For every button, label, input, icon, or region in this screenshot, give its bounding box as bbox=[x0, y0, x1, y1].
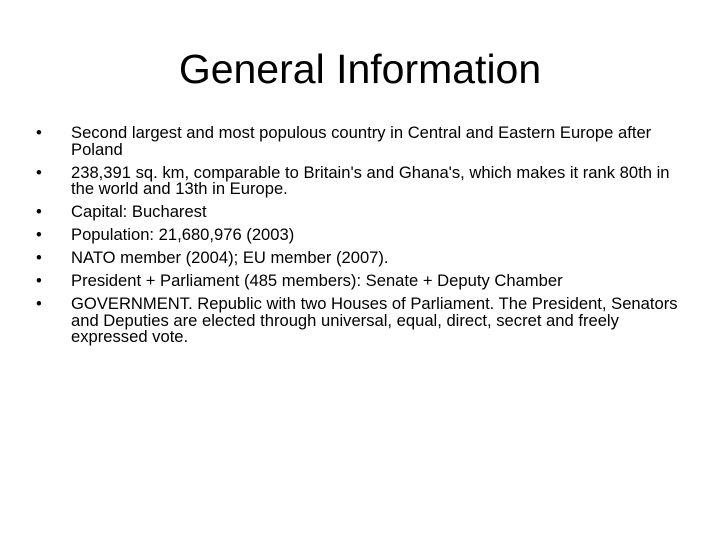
bullet-icon: • bbox=[36, 202, 42, 221]
bullet-text: Capital: Bucharest bbox=[71, 202, 207, 221]
bullet-icon: • bbox=[36, 225, 42, 244]
bullet-list bbox=[36, 125, 684, 352]
bullet-item bbox=[36, 227, 684, 244]
bullet-text: NATO member (2004); EU member (2007). bbox=[71, 248, 389, 267]
bullet-text: GOVERNMENT. Republic with two Houses of Parliament. The President, Senators and Deputies are elected through universal, equal, direct, secret and freely expressed vote. bbox=[71, 294, 678, 346]
bullet-item bbox=[36, 273, 684, 290]
bullet-item bbox=[36, 162, 684, 198]
bullet-text: President + Parliament (485 members): Senate + Deputy Chamber bbox=[71, 271, 563, 290]
bullet-icon: • bbox=[36, 162, 42, 182]
bullet-item bbox=[36, 204, 684, 221]
bullet-icon: • bbox=[36, 271, 42, 290]
bullet-icon: • bbox=[36, 294, 42, 313]
bullet-icon: • bbox=[36, 123, 42, 142]
slide-title: General Information bbox=[178, 46, 542, 92]
bullet-item bbox=[36, 125, 684, 158]
bullet-item bbox=[36, 296, 684, 346]
bullet-text: Second largest and most populous country in Central and Eastern Europe after Poland bbox=[71, 123, 652, 159]
bullet-icon: • bbox=[36, 248, 42, 267]
bullet-text: Population: 21,680,976 (2003) bbox=[71, 225, 295, 244]
bullet-text: 238,391 sq. km, comparable to Britain's and Ghana's, which makes it rank 80th in the world and 13th in Europe. bbox=[71, 162, 670, 198]
bullet-item bbox=[36, 250, 684, 267]
